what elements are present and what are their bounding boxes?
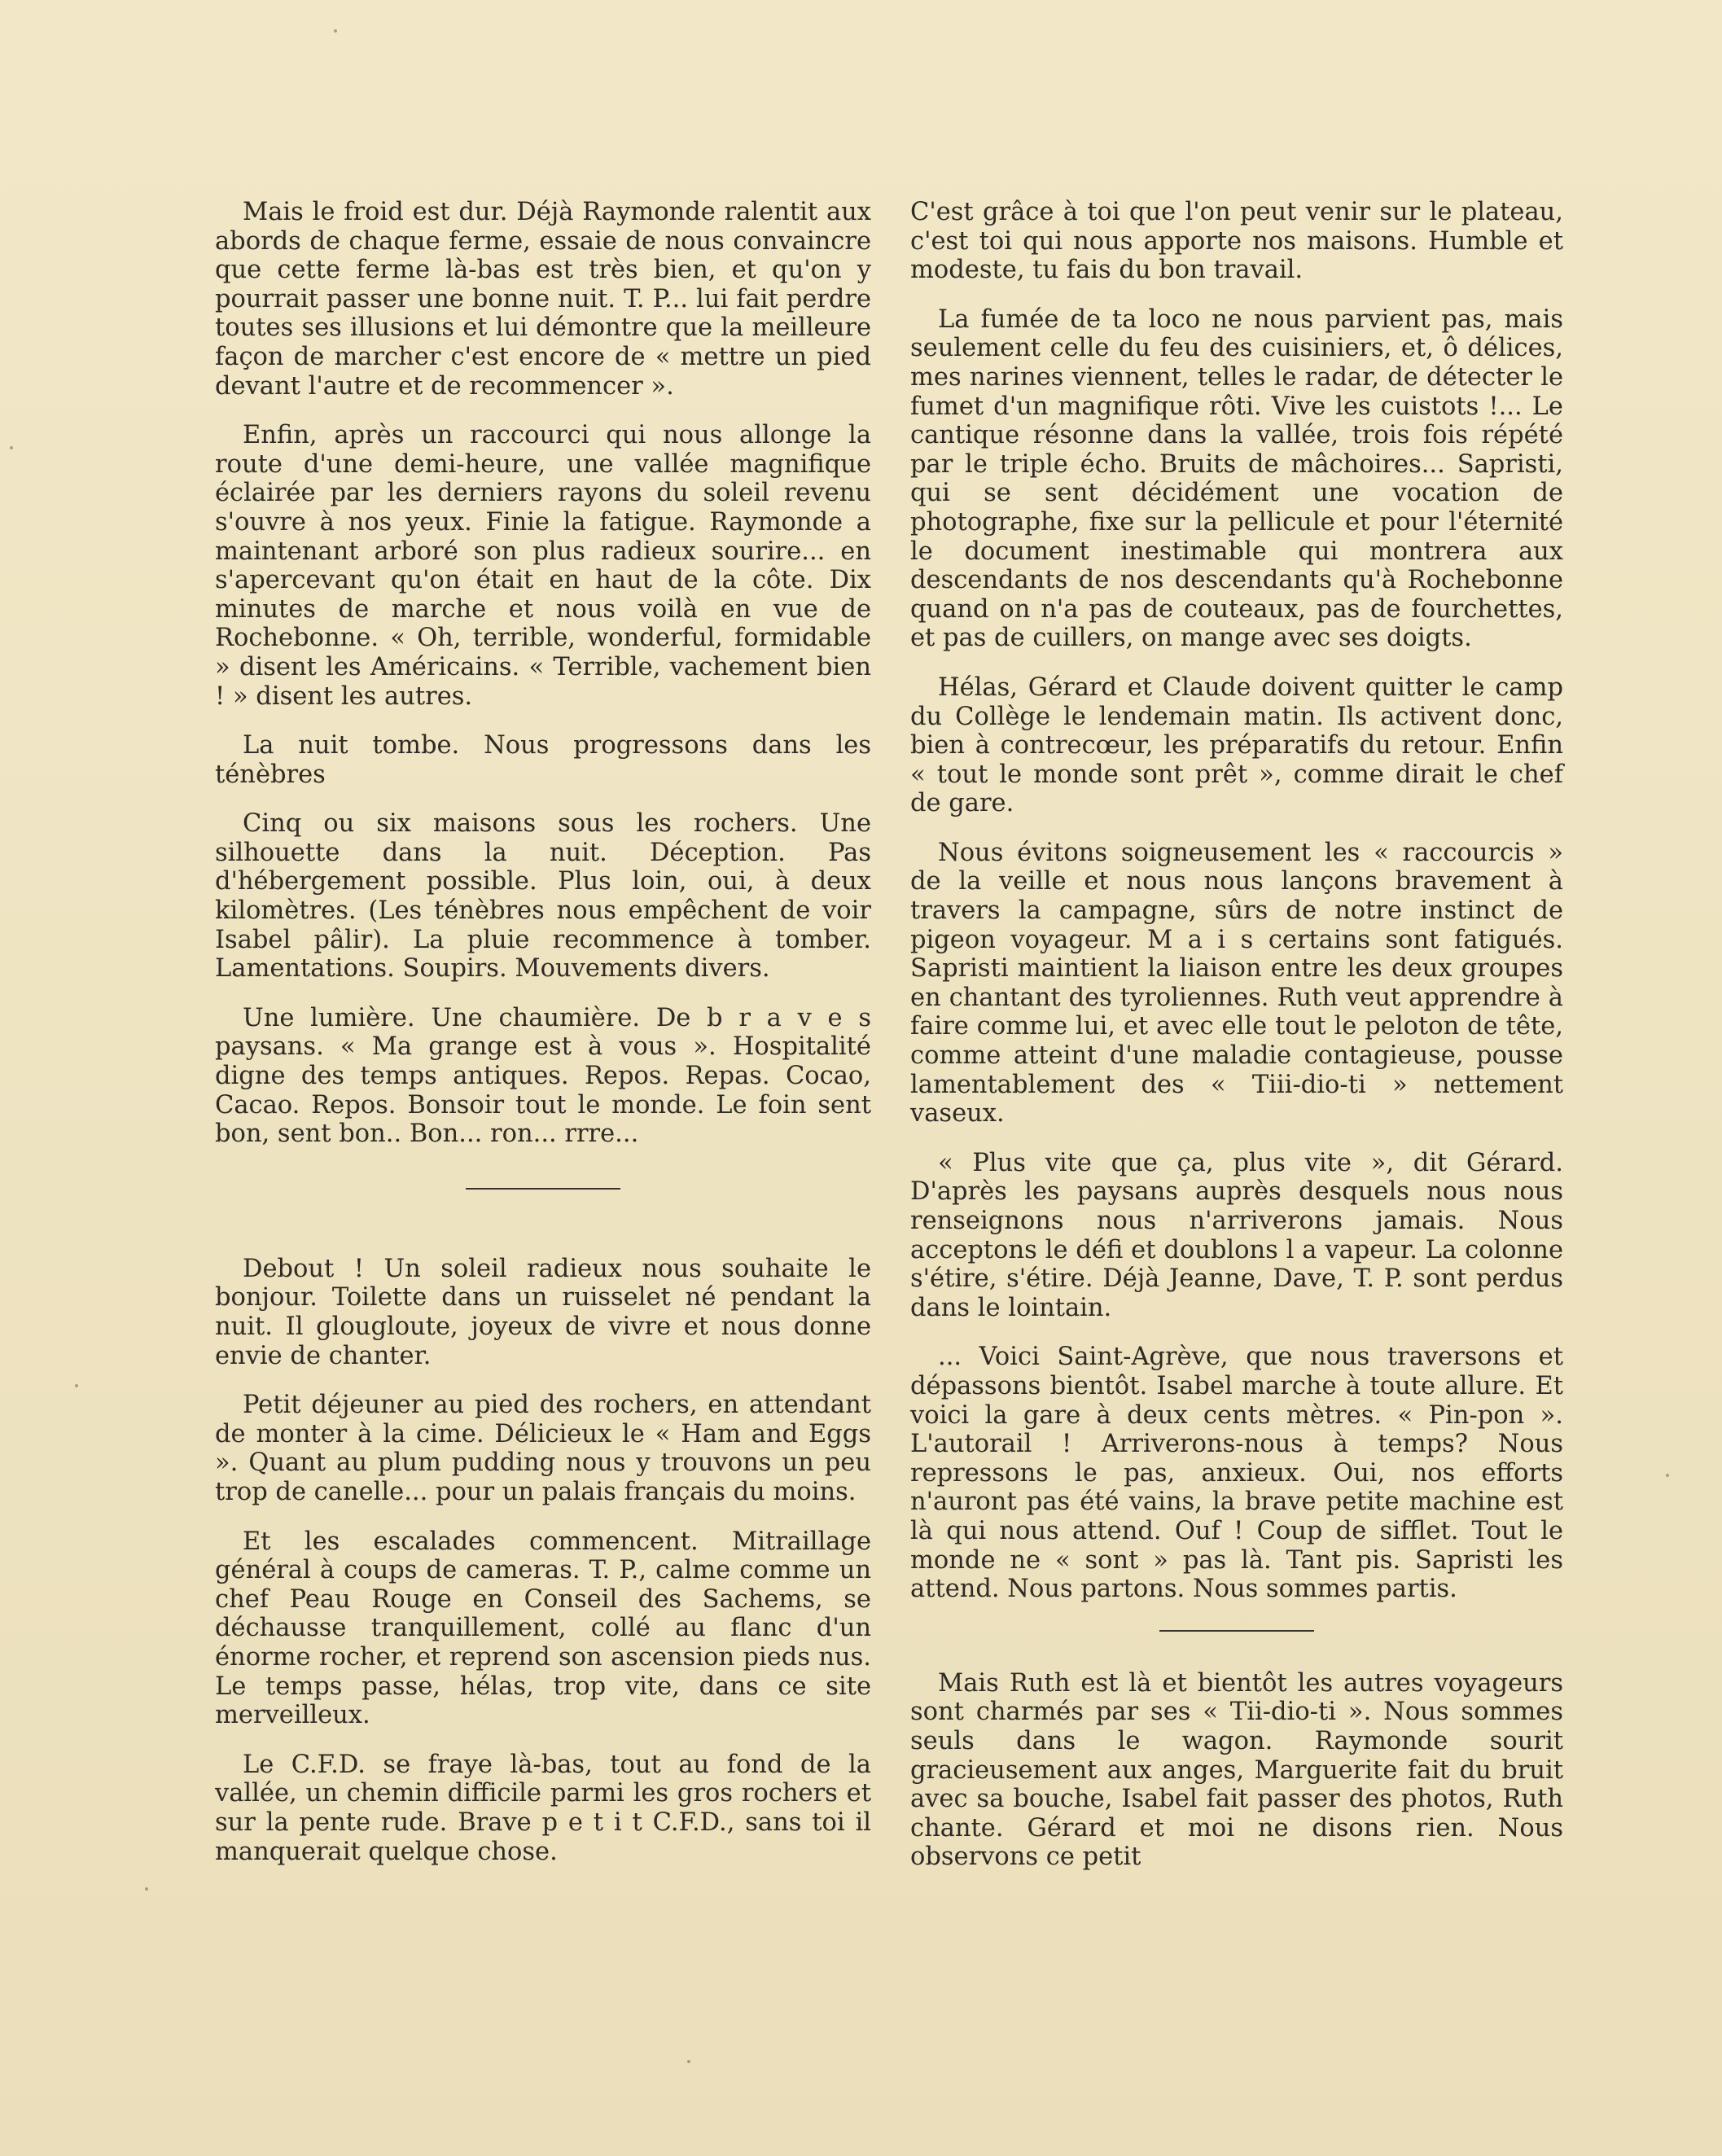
paragraph: Mais Ruth est là et bientôt les autres voyageurs sont charmés par ses « Tii-dio-ti ». Nous sommes seuls dans le wagon. Raymonde sourit gracieusement aux anges, Marguerite fait du bruit avec sa bouche, Isabel fait passer des photos, Ruth chante. Gérard et moi ne disons rien. Nous observons ce petit bbox=[910, 1668, 1563, 1872]
paper-speck bbox=[687, 2060, 690, 2063]
paragraph: Une lumière. Une chaumière. De b r a v e s paysans. « Ma grange est à vous ». Hospitalité digne des temps antiques. Repos. Repas. Cocao, Cacao. Repos. Bonsoir tout le monde. Le foin sent bon, sent bon.. Bon... ron... rrre... bbox=[215, 1003, 871, 1149]
paragraph: La fumée de ta loco ne nous parvient pas, mais seulement celle du feu des cuisiniers, et, ô délices, mes narines viennent, telles le radar, de détecter le fumet d'un magnifique rôti. Vive les cuistots !... Le cantique résonne dans la vallée, trois fois répété par le triple écho. Bruits de mâchoires... Sapristi, qui se sent décidément une vocation de photographe, fixe sur la pellicule et pour l'éternité le document inestimable qui montrera aux descendants de nos descendants qu'à Rochebonne quand on n'a pas de couteaux, pas de fourchettes, et pas de cuillers, on mange avec ses doigts. bbox=[910, 305, 1563, 653]
paragraph: La nuit tombe. Nous progressons dans les ténèbres bbox=[215, 731, 871, 789]
left-text-column bbox=[215, 198, 871, 1886]
paragraph: Hélas, Gérard et Claude doivent quitter le camp du Collège le lendemain matin. Ils activent donc, bien à contrecœur, les préparatifs du retour. Enfin « tout le monde sont prêt », comme dirait le chef de gare. bbox=[910, 673, 1563, 818]
paper-speck bbox=[334, 29, 337, 33]
paper-speck bbox=[1666, 1474, 1669, 1477]
paragraph: Mais le froid est dur. Déjà Raymonde ralentit aux abords de chaque ferme, essaie de nous convaincre que cette ferme là-bas est très bien, et qu'on y pourrait passer une bonne nuit. T. P... lui fait perdre toutes ses illusions et lui démontre que la meilleure façon de marcher c'est encore de « mettre un pied devant l'autre et de recommencer ». bbox=[215, 198, 871, 401]
paragraph: C'est grâce à toi que l'on peut venir sur le plateau, c'est toi qui nous apporte nos maisons. Humble et modeste, tu fais du bon travail. bbox=[910, 198, 1563, 285]
paragraph: Le C.F.D. se fraye là-bas, tout au fond de la vallée, un chemin difficile parmi les gros rochers et sur la pente rude. Brave p e t i t C.F.D., sans toi il manquerait quelque chose. bbox=[215, 1750, 871, 1866]
paragraph: Et les escalades commencent. Mitraillage général à coups de cameras. T. P., calme comme un chef Peau Rouge en Conseil des Sachems, se déchausse tranquillement, collé au flanc d'un énorme rocher, et reprend son ascension pieds nus. Le temps passe, hélas, trop vite, dans ce site merveilleux. bbox=[215, 1527, 871, 1730]
paragraph: Debout ! Un soleil radieux nous souhaite le bonjour. Toilette dans un ruisselet né pendant la nuit. Il glougloute, joyeux de vivre et nous donne envie de chanter. bbox=[215, 1254, 871, 1370]
paragraph: « Plus vite que ça, plus vite », dit Gérard. D'après les paysans auprès desquels nous nous renseignons nous n'arriverons jamais. Nous acceptons le défi et doublons l a vapeur. La colonne s'étire, s'étire. Déjà Jeanne, Dave, T. P. sont perdus dans le lointain. bbox=[910, 1148, 1563, 1322]
paper-speck bbox=[145, 1887, 148, 1891]
right-text-column bbox=[910, 198, 1563, 1892]
paragraph: Nous évitons soigneusement les « raccourcis » de la veille et nous nous lançons bravement à travers la campagne, sûrs de notre instinct de pigeon voyageur. M a i s certains sont fatigués. Sapristi maintient la liaison entre les deux groupes en chantant des tyroliennes. Ruth veut apprendre à faire comme lui, et avec elle tout le peloton de tête, comme atteint d'une maladie contagieuse, pousse lamentablement des « Tiii-dio-ti » nettement vaseux. bbox=[910, 838, 1563, 1128]
paragraph: Enfin, après un raccourci qui nous allonge la route d'une demi-heure, une vallée magnifique éclairée par les derniers rayons du soleil revenu s'ouvre à nos yeux. Finie la fatigue. Raymonde a maintenant arboré son plus radieux sourire... en s'apercevant qu'on était en haut de la côte. Dix minutes de marche et nous voilà en vue de Rochebonne. « Oh, terrible, wonderful, formidable » disent les Américains. « Terrible, vachement bien ! » disent les autres. bbox=[215, 421, 871, 711]
paper-speck bbox=[10, 446, 13, 449]
paragraph: Petit déjeuner au pied des rochers, en attendant de monter à la cime. Délicieux le « Ham and Eggs ». Quant au plum pudding nous y trouvons un peu trop de canelle... pour un palais français du moins. bbox=[215, 1391, 871, 1506]
paragraph: Cinq ou six maisons sous les rochers. Une silhouette dans la nuit. Déception. Pas d'hébergement possible. Plus loin, oui, à deux kilomètres. (Les ténèbres nous empêchent de voir Isabel pâlir). La pluie recommence à tomber. Lamentations. Soupirs. Mouvements divers. bbox=[215, 809, 871, 984]
paper-speck bbox=[75, 1384, 78, 1387]
paragraph: ... Voici Saint-Agrève, que nous traversons et dépassons bientôt. Isabel marche à toute allure. Et voici la gare à deux cents mètres. « Pin-pon ». L'autorail ! Arriverons-nous à temps? Nous repressons le pas, anxieux. Oui, nos efforts n'auront pas été vains, la brave petite machine est là qui nous attend. Ouf ! Coup de sifflet. Tout le monde ne « sont » pas là. Tant pis. Sapristi les attend. Nous partons. Nous sommes partis. bbox=[910, 1343, 1563, 1604]
section-divider bbox=[1159, 1630, 1314, 1632]
section-divider bbox=[466, 1188, 620, 1190]
